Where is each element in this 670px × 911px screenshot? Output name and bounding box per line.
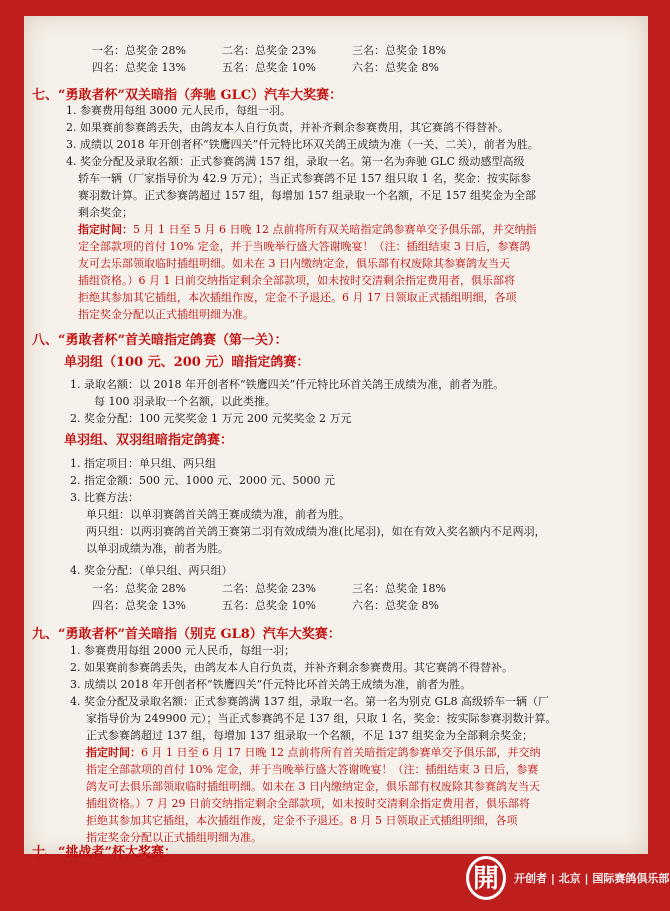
- prize-cell: 四名：总奖金 13%: [92, 599, 186, 612]
- club-footer: [466, 856, 670, 900]
- section-9-item: 4. 奖金分配及录取名额：正式参赛鸽满 137 组，录取一名。第一名为别克 GL8 高级轿车一辆（厂: [70, 695, 550, 708]
- prize-cell: 二名：总奖金 23%: [222, 582, 316, 595]
- prize-cell: 一名：总奖金 28%: [92, 582, 186, 595]
- section-7-time: 友可去乐部领取临时插组明细。如未在 3 日内缴纳定金，俱乐部有权废除其参赛鸽友当天: [78, 257, 510, 270]
- section-7-item: 赛羽数计算。正式参赛鸽超过 157 组，每增加 157 组录取一个名额，不足 157 组奖金为全部: [78, 189, 536, 202]
- section-9-time: 插组资格。）7 月 29 日前交纳指定剩余全部款项，如未按时交清剩余指定费用者，俱乐部将: [86, 797, 530, 810]
- section-7-item: 2. 如果赛前参赛鸽丢失，由鸽友本人自行负责，并补齐剩余参赛费用，其它赛鸽不得替补。: [66, 121, 509, 134]
- time-label: 指定时间：: [86, 746, 141, 759]
- section-9-time: 拒绝其参加其它插组，本次插组作废，定金不予退还。8 月 5 日领取正式插组明细，各项: [86, 814, 518, 827]
- section-8-sub2-item: 两只组：以两羽赛鸽首关鸽王赛第二羽有效成绩为准(比尾羽)，如在有效入奖名额内不足两羽，: [86, 525, 546, 538]
- section-7-title: 七、“勇敢者杯”双关暗指（奔驰 GLC）汽车大奖赛：: [32, 88, 343, 103]
- prize-cell: 五名：总奖金 10%: [222, 61, 316, 74]
- section-8-sub2-item: 单只组：以单羽赛鸽首关鸽王赛成绩为准，前者为胜。: [86, 508, 350, 521]
- document-paper: [24, 16, 648, 860]
- section-7-item: 3. 成绩以 2018 年开创者杯“铁鹰四关”仟元特比环双关鸽王成绩为准（一关、二关），前者为胜。: [66, 138, 539, 151]
- prize-cell: 二名：总奖金 23%: [222, 44, 316, 57]
- section-9-item: 1. 参赛费用每组 2000 元人民币，每组一羽；: [70, 644, 295, 657]
- section-8-sub2-item: 1. 指定项目：单只组、两只组: [70, 457, 216, 470]
- section-8-sub2-item: 3. 比赛方法：: [70, 491, 139, 504]
- section-9-item: 正式参赛鸽超过 137 组，每增加 137 组录取一个名额，不足 137 组奖金为全部剩余奖金；: [86, 729, 533, 742]
- section-9-time: [86, 746, 540, 760]
- section-8-title: 八、“勇敢者杯”首关暗指定鸽赛（第一关）：: [32, 333, 288, 348]
- section-8-sub2-item: 以单羽成绩为准，前者为胜。: [86, 542, 229, 555]
- time-text: 5 月 1 日至 5 月 6 日晚 12 点前将所有双关暗指定鸽参赛单交予俱乐部，并交纳指: [133, 223, 537, 236]
- section-7-time: [78, 223, 536, 237]
- section-9-time: 指定奖金分配以正式插组明细为准。: [86, 831, 262, 844]
- section-7-time: 拒绝其参加其它插组，本次插组作废，定金不予退还。6 月 17 日领取正式插组明细，各项: [78, 291, 517, 304]
- section-9-item: 家指导价为 249900 元）；当正式参赛鸽不足 137 组，只取 1 名，奖金：按实际参赛羽数计算。: [86, 712, 557, 725]
- section-7-time: 插组资格。）6 月 1 日前交纳指定剩余全部款项，如未按时交清剩余指定费用者，俱乐部将: [78, 274, 515, 287]
- section-7-item: 4. 奖金分配及录取名额：正式参赛鸽满 157 组，录取一名。第一名为奔驰 GLC 级动感型高级: [66, 155, 525, 168]
- section-8-sub2-item: 4. 奖金分配：（单只组、两只组）: [70, 564, 233, 577]
- prize-cell: 四名：总奖金 13%: [92, 61, 186, 74]
- prize-cell: 六名：总奖金 8%: [352, 599, 439, 612]
- section-7-item: 剩余奖金；: [78, 206, 133, 219]
- prize-cell: 五名：总奖金 10%: [222, 599, 316, 612]
- section-9-item: 2. 如果赛前参赛鸽丢失，由鸽友本人自行负责，并补齐剩余参赛费用。其它赛鸽不得替补。: [70, 661, 513, 674]
- section-8-sub2: 单羽组、双羽组暗指定鸽赛：: [64, 433, 234, 448]
- section-9-time: 指定全部款项的首付 10% 定金，并于当晚举行盛大答谢晚宴！（注：插组结束 3 日后，参赛: [86, 763, 539, 776]
- section-7-time: 定全部款项的首付 10% 定金，并于当晚举行盛大答谢晚宴！（注：插组结束 3 日后，参赛鸽: [78, 240, 531, 253]
- time-text: 6 月 1 日至 6 月 17 日晚 12 点前将所有首关暗指定鸽参赛单交予俱乐部，并交纳: [141, 746, 541, 759]
- section-10-title: 十、“挑战者”杯大奖赛：: [32, 845, 177, 860]
- prize-cell: 三名：总奖金 18%: [352, 582, 446, 595]
- prize-cell: 一名：总奖金 28%: [92, 44, 186, 57]
- section-8-sub1-item: 2. 奖金分配：100 元奖奖金 1 万元 200 元奖奖金 2 万元: [70, 412, 352, 425]
- section-9-time: 鸽友可去俱乐部领取临时插组明细。如未在 3 日内缴纳定金，俱乐部有权废除其参赛鸽友当天: [86, 780, 540, 793]
- time-label: 指定时间：: [78, 223, 133, 236]
- prize-cell: 三名：总奖金 18%: [352, 44, 446, 57]
- club-name: 开创者 | 北京 | 国际赛鸽俱乐部: [514, 872, 670, 885]
- section-9-item: 3. 成绩以 2018 年开创者杯“铁鹰四关”仟元特比环首关鸽王成绩为准，前者为胜。: [70, 678, 472, 691]
- section-8-sub1: 单羽组（100 元、200 元）暗指定鸽赛：: [64, 355, 310, 370]
- section-7-item: 1. 参赛费用每组 3000 元人民币，每组一羽。: [66, 104, 291, 117]
- section-9-title: 九、“勇敢者杯”首关暗指（别克 GL8）汽车大奖赛：: [32, 627, 341, 642]
- club-seal-logo: 開: [466, 856, 506, 900]
- section-8-sub1-item: 每 100 羽录取一个名额，以此类推。: [94, 395, 276, 408]
- section-8-sub1-item: 1. 录取名额：以 2018 年开创者杯“铁鹰四关”仟元特比环首关鸽王成绩为准，前者为胜。: [70, 378, 505, 391]
- section-7-item: 轿车一辆（厂家指导价为 42.9 万元）；当正式参赛鸽不足 157 组只取 1 名，奖金：按实际参: [78, 172, 531, 185]
- prize-cell: 六名：总奖金 8%: [352, 61, 439, 74]
- section-8-sub2-item: 2. 指定金额：500 元、1000 元、2000 元、5000 元: [70, 474, 335, 487]
- section-7-time: 指定奖金分配以正式插组明细为准。: [78, 308, 254, 321]
